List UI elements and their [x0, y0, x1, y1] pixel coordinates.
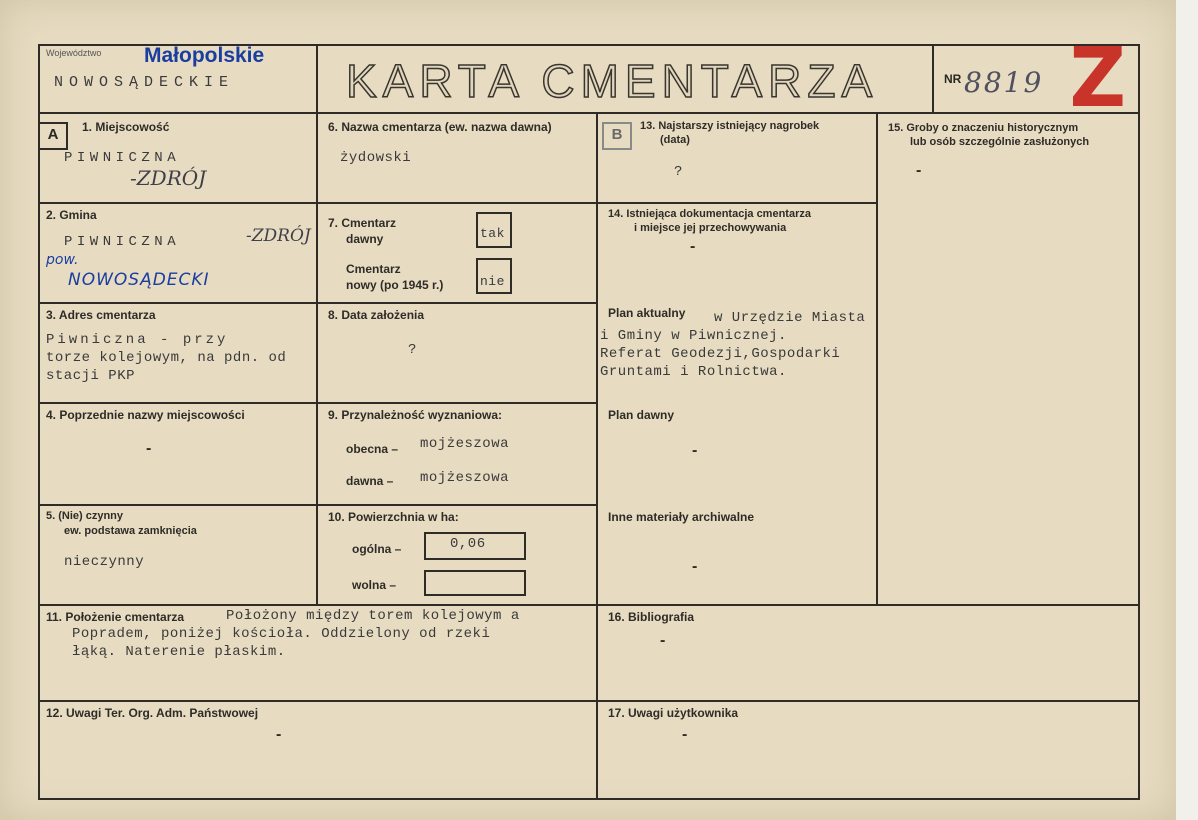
- documentation-value: -: [690, 238, 696, 255]
- documentation-label-2: i miejsce jej przechowywania: [634, 222, 787, 234]
- active-status-label-2: ew. podstawa zamknięcia: [64, 525, 197, 537]
- denomination-label: 9. Przynależność wyznaniowa:: [328, 408, 503, 422]
- cemetery-name-label: 6. Nazwa cmentarza (ew. nazwa dawna): [328, 120, 552, 134]
- notable-graves-label-1: 15. Groby o znaczeniu historycznym: [888, 122, 1079, 134]
- card-edge: [1176, 0, 1198, 820]
- current-denomination-label: obecna –: [346, 442, 399, 456]
- old-plan-label: Plan dawny: [608, 408, 675, 422]
- cemetery-name-value: żydowski: [340, 150, 412, 166]
- current-plan-line-1: w Urzędzie Miasta: [714, 310, 866, 326]
- new-cemetery-value: nie: [480, 274, 505, 289]
- state-admin-notes-value: -: [276, 726, 282, 743]
- area-label: 10. Powierzchnia w ha:: [328, 510, 459, 524]
- bibliography-label: 16. Bibliografia: [608, 610, 695, 624]
- address-line-2: torze kolejowym, na pdn. od: [46, 350, 287, 366]
- oldest-gravestone-value: ?: [674, 164, 683, 180]
- locality-label: 1. Miejscowość: [82, 120, 170, 134]
- old-cemetery-value: tak: [480, 226, 505, 241]
- old-cemetery-label-1: 7. Cmentarz: [328, 216, 397, 230]
- documentation-label-1: 14. Istniejąca dokumentacja cmentarza: [608, 208, 811, 220]
- notable-graves-value: -: [916, 162, 922, 179]
- section-a-box: A: [38, 122, 68, 150]
- user-notes-value: -: [682, 726, 688, 743]
- current-plan-line-4: Gruntami i Rolnictwa.: [600, 364, 787, 380]
- archival-materials-value: -: [692, 558, 698, 575]
- total-area-label: ogólna –: [352, 542, 402, 556]
- notable-graves-label-2: lub osób szczególnie zasłużonych: [910, 136, 1090, 148]
- founding-date-label: 8. Data założenia: [328, 308, 425, 322]
- current-plan-line-3: Referat Geodezji,Gospodarki: [600, 346, 841, 362]
- active-status-label-1: 5. (Nie) czynny: [46, 510, 124, 522]
- total-area-value: 0,06: [450, 536, 486, 552]
- user-notes-label: 17. Uwagi użytkownika: [608, 706, 739, 720]
- location-line-1: Położony między torem kolejowym a: [226, 608, 520, 624]
- free-area-box: [424, 570, 526, 596]
- previous-names-value: -: [146, 440, 152, 457]
- locality-value: PIWNICZNA: [64, 150, 181, 166]
- founding-date-value: ?: [408, 342, 417, 358]
- region-name: NOWOSĄDECKIE: [54, 74, 235, 91]
- notable-graves-cell: [876, 112, 1140, 606]
- location-line-2: Popradem, poniżej kościoła. Oddzielony od rzeki: [72, 626, 491, 642]
- commune-value: PIWNICZNA: [64, 234, 181, 250]
- card-title: KARTA CMENTARZA: [346, 55, 879, 107]
- address-line-1: Piwniczna - przy: [46, 332, 229, 348]
- new-cemetery-label-2: nowy (po 1945 r.): [346, 278, 444, 292]
- oldest-gravestone-label-1: 13. Najstarszy istniejący nagrobek: [640, 120, 820, 132]
- oldest-gravestone-label-2: (data): [660, 134, 690, 146]
- record-number: 8819: [964, 66, 1044, 99]
- address-label: 3. Adres cmentarza: [46, 308, 156, 322]
- location-line-3: łąką. Naterenie płaskim.: [72, 644, 286, 660]
- previous-names-label: 4. Poprzednie nazwy miejscowości: [46, 408, 245, 422]
- old-cemetery-label-2: dawny: [346, 232, 384, 246]
- location-label: 11. Położenie cmentarza: [46, 610, 185, 624]
- former-denomination-value: mojżeszowa: [420, 470, 510, 486]
- district-value: NOWOSĄDECKI: [68, 270, 210, 290]
- current-plan-label: Plan aktualny: [608, 306, 686, 320]
- number-label: NR: [944, 72, 962, 86]
- commune-note: -ZDRÓJ: [246, 226, 311, 246]
- bibliography-value: -: [660, 632, 666, 649]
- red-z-mark: Z: [1069, 31, 1126, 126]
- commune-label: 2. Gmina: [46, 208, 97, 222]
- state-admin-notes-label: 12. Uwagi Ter. Org. Adm. Państwowej: [46, 706, 259, 720]
- voivodeship-label: Województwo: [46, 48, 102, 58]
- current-denomination-value: mojżeszowa: [420, 436, 510, 452]
- district-label: pow.: [46, 252, 79, 268]
- section-b-box: B: [602, 122, 632, 150]
- former-denomination-label: dawna –: [346, 474, 394, 488]
- archival-materials-label: Inne materiały archiwalne: [608, 510, 755, 524]
- active-status-value: nieczynny: [64, 554, 145, 570]
- old-plan-value: -: [692, 442, 698, 459]
- voivodeship-stamp: Małopolskie: [144, 44, 265, 67]
- address-line-3: stacji PKP: [46, 368, 136, 384]
- locality-note: -ZDRÓJ: [130, 166, 207, 190]
- documentation-cell: [596, 202, 878, 606]
- new-cemetery-label-1: Cmentarz: [346, 262, 401, 276]
- current-plan-line-2: i Gminy w Piwnicznej.: [600, 328, 787, 344]
- free-area-label: wolna –: [352, 578, 397, 592]
